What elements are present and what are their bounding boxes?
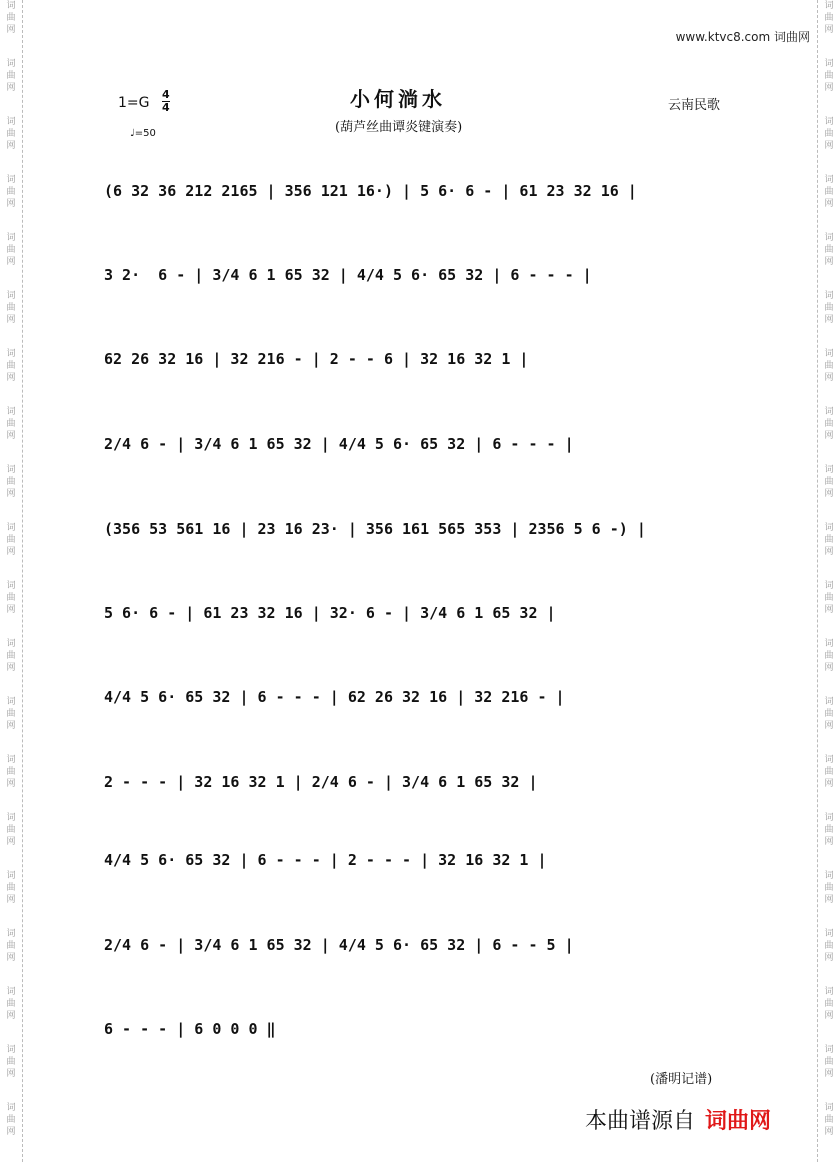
song-origin: 云南民歌 (668, 98, 721, 113)
score-row-text: 5 6· 6 - | 61 23 32 16 | 32· 6 - | 3/4 6 1 65 32 | (104, 604, 556, 622)
score-row-9 (100, 841, 740, 881)
score-row-10 (100, 926, 740, 966)
score-row-text: 4/4 5 6· 65 32 | 6 - - - | 62 26 32 16 | 32 216 - | (104, 688, 565, 706)
page-subtitle: (葫芦丝曲谭炎键演奏) (335, 120, 463, 135)
meter-bottom: 4 (162, 101, 170, 114)
score-row-text: 4/4 5 6· 65 32 | 6 - - - | 2 - - - | 32 16 32 1 | (104, 851, 547, 869)
score-row-text: 2/4 6 - | 3/4 6 1 65 32 | 4/4 5 6· 65 32 | 6 - - - | (104, 435, 574, 453)
source-line (585, 1104, 771, 1135)
time-signature (162, 89, 170, 114)
watermark-text: 词 曲 网 词 曲 网 词 曲 网 词 曲 网 词 曲 网 词 曲 网 词 曲 网 词 曲 网 词 曲 网 词 曲 网 词 曲 网 词 曲 网 词 曲 网 词 曲 网 词 曲 网 词 曲 网 词 曲 网 词 曲 网 词 曲 网 词 曲 网 (824, 1, 834, 1137)
source-prefix: 本曲谱源自 (585, 1109, 696, 1134)
score-row-text: 2 - - - | 32 16 32 1 | 2/4 6 - | 3/4 6 1 65 32 | (104, 773, 538, 791)
score-row-text: 6 - - - | 6 0 0 0 ‖ (104, 1020, 276, 1038)
right-watermark-strip (817, 0, 840, 1162)
score-row-11 (100, 1010, 740, 1050)
source-brand-link[interactable]: 词曲网 (705, 1109, 772, 1134)
key-signature: 1=G (118, 95, 150, 111)
left-watermark-strip (0, 0, 23, 1162)
page-title: 小何淌水 (350, 87, 446, 111)
score-row-6 (100, 594, 740, 634)
score-row-8 (100, 763, 740, 803)
score-row-text: 62 26 32 16 | 32 216 - | 2 - - 6 | 32 16 32 1 | (104, 350, 529, 368)
score-row-4 (100, 425, 740, 465)
site-url: www.ktvc8.com 词曲网 (675, 30, 810, 44)
watermark-text: 词 曲 网 词 曲 网 词 曲 网 词 曲 网 词 曲 网 词 曲 网 词 曲 网 词 曲 网 词 曲 网 词 曲 网 词 曲 网 词 曲 网 词 曲 网 词 曲 网 词 曲 网 词 曲 网 词 曲 网 词 曲 网 词 曲 网 词 曲 网 (6, 1, 16, 1137)
score-row-2 (100, 256, 740, 296)
tempo-marking: ♩=50 (130, 128, 156, 139)
score-row-text: 3 2· 6 - | 3/4 6 1 65 32 | 4/4 5 6· 65 32 | 6 - - - | (104, 266, 592, 284)
score-row-text: (6 32 36 212 2165 | 356 121 16·) | 5 6· 6 - | 61 23 32 16 | (104, 182, 637, 200)
score-row-7 (100, 678, 740, 718)
score-row-5 (100, 510, 740, 550)
score-row-3 (100, 340, 740, 380)
transcriber-credit: (潘明记谱) (650, 1072, 713, 1087)
score-row-text: 2/4 6 - | 3/4 6 1 65 32 | 4/4 5 6· 65 32 | 6 - - 5 | (104, 936, 574, 954)
meter-top: 4 (162, 88, 170, 101)
score-row-text: (356 53 561 16 | 23 16 23· | 356 161 565 353 | 2356 5 6 -) | (104, 520, 646, 538)
score-row-1 (100, 172, 740, 212)
